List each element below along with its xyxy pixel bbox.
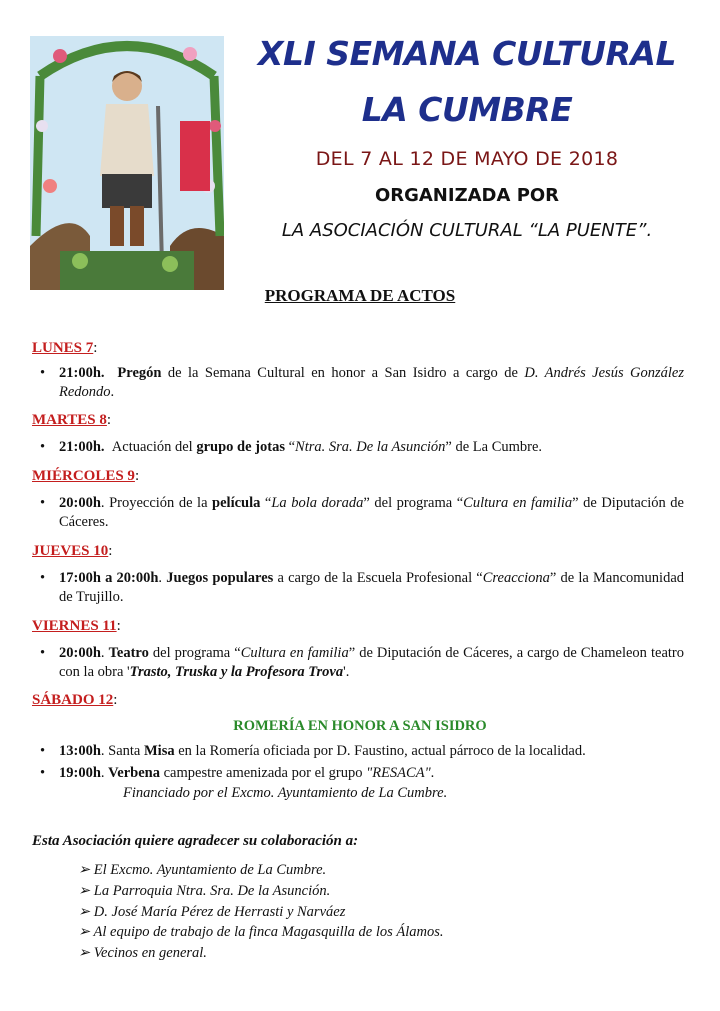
arrow-bullet-icon: ➢	[78, 904, 91, 920]
bullet: •	[40, 743, 46, 759]
title-line-2: LA CUMBRE	[361, 90, 573, 129]
arrow-bullet-icon: ➢	[78, 924, 91, 940]
bullet: •	[40, 365, 46, 381]
day-heading-martes: MARTES 8:	[32, 412, 112, 428]
event-miercoles: • 20:00h. Proyección de la película “La bola dorada” del programa “Cultura en familia” de Diputación de Cáceres.	[40, 495, 684, 530]
romeria-heading: ROMERÍA EN HONOR A SAN ISIDRO	[233, 718, 487, 734]
event-martes: • 21:00h. Actuación del grupo de jotas “Ntra. Sra. De la Asunción” de La Cumbre.	[40, 439, 543, 455]
dates-line: DEL 7 AL 12 DE MAYO DE 2018	[315, 148, 619, 170]
arrow-bullet-icon: ➢	[78, 862, 91, 878]
organized-by: ORGANIZADA POR	[374, 185, 560, 206]
arrow-bullet-icon: ➢	[78, 945, 91, 961]
day-heading-sabado: SÁBADO 12:	[32, 692, 118, 708]
thanks-item: ➢ D. José María Pérez de Herrasti y Narváez	[78, 904, 346, 920]
arrow-bullet-icon: ➢	[78, 883, 91, 899]
event-viernes: • 20:00h. Teatro del programa “Cultura en familia” de Diputación de Cáceres, a cargo de Chameleon teatro con la obra 'Trasto, Truska y la Profesora Trova'.	[40, 645, 684, 680]
title-line-1: XLI SEMANA CULTURAL	[258, 34, 676, 73]
event-sabado-misa: • 13:00h. Santa Misa en la Romería oficiada por D. Faustino, actual párroco de la localidad.	[40, 743, 586, 759]
event-lunes: • 21:00h. Pregón de la Semana Cultural en honor a San Isidro a cargo de D. Andrés Jesús González Redondo.	[40, 365, 684, 400]
event-jueves: • 17:00h a 20:00h. Juegos populares a cargo de la Escuela Profesional “Creacciona” de la Mancomunidad de Trujillo.	[40, 570, 685, 605]
bullet: •	[40, 645, 46, 661]
association-name: LA ASOCIACIÓN CULTURAL “LA PUENTE”.	[281, 220, 653, 241]
san-isidro-photo	[30, 36, 224, 290]
bullet: •	[40, 765, 46, 781]
day-heading-lunes: LUNES 7:	[32, 340, 98, 356]
san-isidro-figure	[30, 36, 224, 290]
day-heading-jueves: JUEVES 10:	[32, 543, 113, 559]
thanks-heading: Esta Asociación quiere agradecer su colaboración a:	[32, 833, 359, 849]
bullet: •	[40, 495, 46, 511]
day-heading-viernes: VIERNES 11:	[32, 618, 121, 634]
day-heading-miercoles: MIÉRCOLES 9:	[32, 468, 140, 484]
bullet: •	[40, 570, 46, 586]
funding-note: Financiado por el Excmo. Ayuntamiento de La Cumbre.	[123, 785, 448, 801]
event-sabado-verbena: • 19:00h. Verbena campestre amenizada por el grupo "RESACA".	[40, 765, 435, 781]
thanks-item: ➢ La Parroquia Ntra. Sra. De la Asunción.	[78, 883, 331, 899]
thanks-item: ➢ El Excmo. Ayuntamiento de La Cumbre.	[78, 862, 327, 878]
program-title: PROGRAMA DE ACTOS	[264, 286, 456, 305]
thanks-item: ➢ Vecinos en general.	[78, 945, 207, 961]
thanks-item: ➢ Al equipo de trabajo de la finca Magasquilla de los Álamos.	[78, 924, 444, 940]
bullet: •	[40, 439, 46, 455]
